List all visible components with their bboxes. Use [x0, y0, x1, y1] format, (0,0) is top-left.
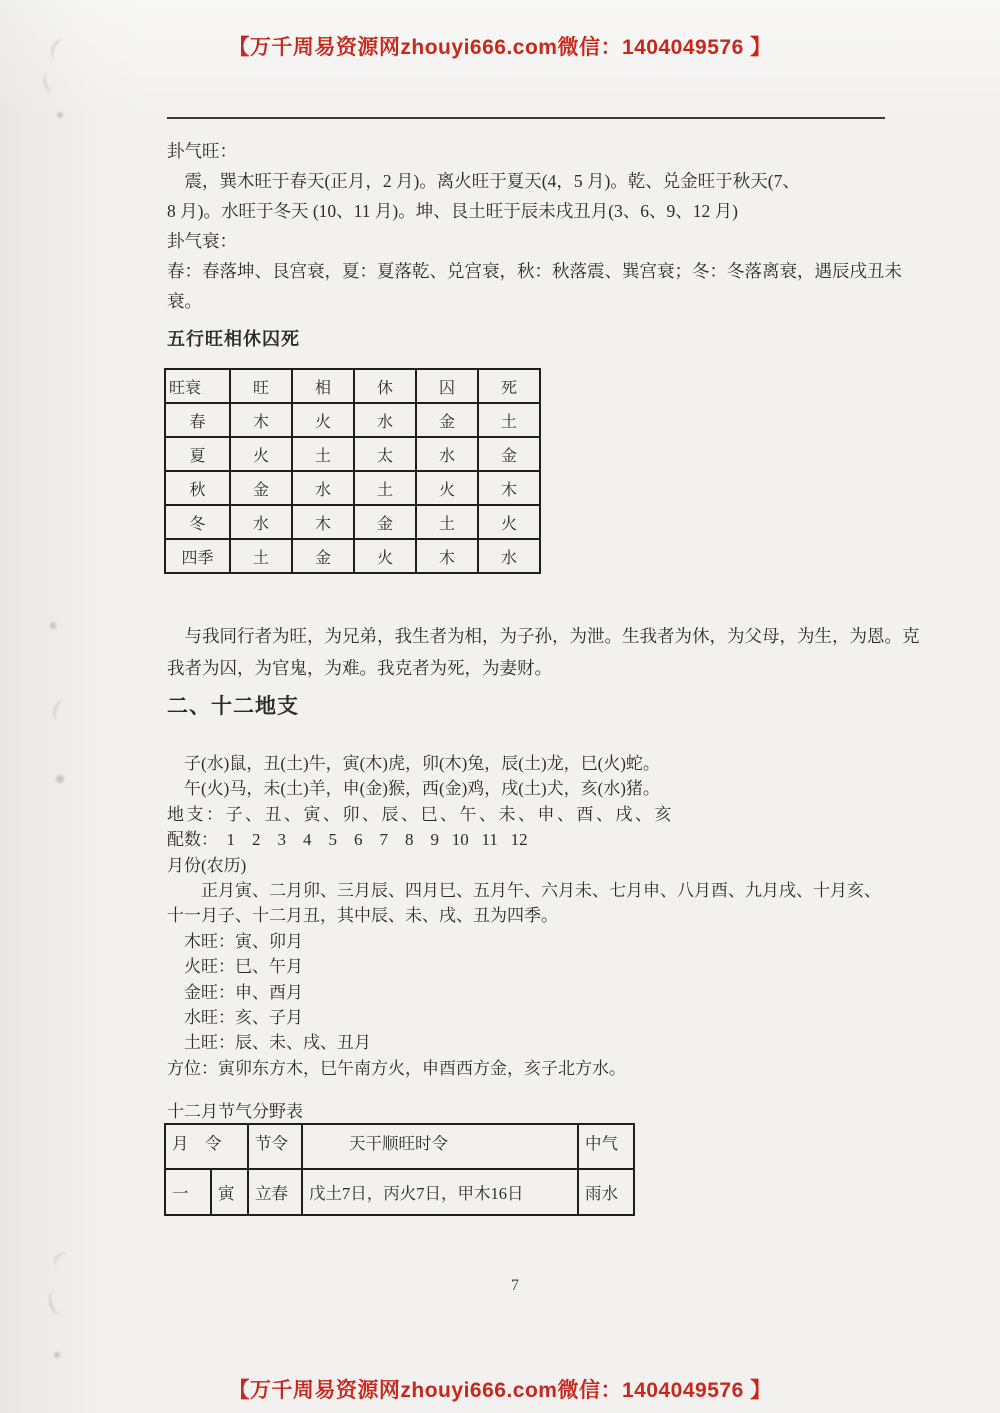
gua-qi-paragraph [167, 136, 907, 316]
table-cell: 冬 [165, 505, 230, 539]
header-cell: 死 [478, 369, 540, 403]
text-line: 水旺：亥、子月 [167, 1008, 303, 1028]
text-line: 衰。 [167, 291, 202, 311]
scan-artifact [51, 698, 71, 723]
table-cell: 火 [292, 403, 354, 437]
text-line: 震，巽木旺于春天(正月，2 月)。离火旺于夏天(4，5 月)。乾、兑金旺于秋天(7、 [167, 171, 800, 191]
table-cell: 土 [292, 437, 354, 471]
table-cell: 火 [478, 505, 540, 539]
text-line: 春：春落坤、艮宫衰，夏：夏落乾、兑宫衰，秋：秋落震、巽宫衰；冬：冬落离衰，遇辰戌丑未 [167, 261, 902, 281]
table2-heading: 十二月节气分野表 [167, 1102, 303, 1121]
header-cell: 中气 [578, 1124, 634, 1169]
table-cell: 水 [292, 471, 354, 505]
text-line: 子(水)鼠，丑(土)牛，寅(木)虎，卯(木)兔，辰(土)龙，巳(火)蛇。 [167, 754, 660, 773]
table-cell: 木 [230, 403, 292, 437]
table-cell: 火 [416, 471, 478, 505]
watermark-footer: 【万千周易资源网zhouyi666.com微信：1404049576 】 [228, 1379, 772, 1402]
table-cell: 金 [292, 539, 354, 573]
table-cell: 水 [354, 403, 416, 437]
table-header-row [165, 1124, 634, 1169]
solar-terms-table [164, 1123, 635, 1216]
header-cell: 囚 [416, 369, 478, 403]
text-line: 我者为囚，为官鬼，为难。我克者为死，为妻财。 [167, 658, 552, 678]
table-row [165, 539, 540, 573]
table-row [165, 505, 540, 539]
table-cell: 木 [478, 471, 540, 505]
table-cell: 水 [478, 539, 540, 573]
section-heading-twelve-branches: 二、十二地支 [167, 695, 299, 718]
text-line: 配数： 1 2 3 4 5 6 7 8 9 10 11 12 [167, 830, 528, 850]
text-line: 木旺：寅、卯月 [167, 931, 303, 951]
header-cell: 相 [292, 369, 354, 403]
text-line: 与我同行者为旺，为兄弟，我生者为相，为子孙，为泄。生我者为休，为父母，为生，为恩。克 [167, 626, 920, 646]
table-cell: 火 [230, 437, 292, 471]
table-cell: 土 [478, 403, 540, 437]
table-cell: 土 [416, 505, 478, 539]
table-row [165, 1169, 634, 1215]
scan-artifact [54, 1352, 60, 1358]
table-cell: 木 [416, 539, 478, 573]
table-cell: 立春 [248, 1169, 302, 1215]
text-line: 方位：寅卯东方木，巳午南方火，申酉西方金，亥子北方水。 [167, 1058, 626, 1078]
table-cell: 金 [230, 471, 292, 505]
table-cell: 水 [230, 505, 292, 539]
scan-artifact [57, 112, 63, 118]
header-cell: 旺衰 [165, 369, 230, 403]
table-cell: 太 [354, 437, 416, 471]
table-cell: 雨水 [578, 1169, 634, 1215]
table-cell: 水 [416, 437, 478, 471]
table-cell: 戊土7日，丙火7日，甲木16日 [302, 1169, 578, 1215]
text-line: 8 月)。水旺于冬天 (10、11 月)。坤、艮土旺于辰未戌丑月(3、6、9、12 月) [167, 201, 738, 221]
table-cell: 土 [230, 539, 292, 573]
table-cell: 木 [292, 505, 354, 539]
table-cell: 四季 [165, 539, 230, 573]
table-cell: 土 [354, 471, 416, 505]
table-cell: 夏 [165, 437, 230, 471]
table-cell: 火 [354, 539, 416, 573]
table-cell: 秋 [165, 471, 230, 505]
scan-artifact [42, 71, 61, 94]
scan-artifact [50, 622, 56, 629]
text-line: 土旺：辰、未、戌、丑月 [167, 1033, 371, 1053]
five-elements-table [164, 368, 541, 574]
table-cell: 春 [165, 403, 230, 437]
table-row [165, 437, 540, 471]
text-line: 卦气旺： [167, 141, 237, 161]
table-cell: 寅 [211, 1169, 248, 1215]
text-line: 正月寅、二月卯、三月辰、四月巳、五月午、六月未、七月申、八月酉、九月戌、十月亥、 [167, 881, 881, 901]
header-divider-line [167, 117, 885, 119]
table-cell: 金 [478, 437, 540, 471]
header-cell: 旺 [230, 369, 292, 403]
text-line: 十一月子、十二月丑，其中辰、未、戌、丑为四季。 [167, 906, 558, 926]
text-line: 午(火)马，未(土)羊，申(金)猴，西(金)鸡，戌(土)犬，亥(水)猪。 [167, 779, 660, 799]
text-line: 火旺：巳、午月 [167, 957, 303, 977]
text-line: 卦气衰： [167, 231, 237, 251]
table1-heading: 五行旺相休囚死 [167, 329, 300, 349]
header-cell: 节令 [248, 1124, 302, 1169]
text-line: 月份(农历) [167, 855, 247, 875]
watermark-header: 【万千周易资源网zhouyi666.com微信：1404049576 】 [228, 36, 772, 59]
twelve-branches-paragraph [167, 751, 937, 1081]
text-line: 金旺：申、酉月 [167, 982, 303, 1002]
scan-artifact [56, 775, 64, 783]
table-row [165, 403, 540, 437]
page-number: 7 [511, 1277, 519, 1294]
wang-shuai-explanation-paragraph [167, 620, 920, 684]
scan-artifact [51, 1250, 73, 1273]
scan-artifact [46, 1288, 70, 1318]
text-line: 地支：子、丑、寅、卯、辰、巳、午、未、申、酉、戌、亥 [167, 804, 674, 824]
table-row [165, 471, 540, 505]
header-cell: 天干顺旺时令 [302, 1124, 578, 1169]
table-header-row [165, 369, 540, 403]
table-cell: 金 [354, 505, 416, 539]
table-cell: 一 [165, 1169, 211, 1215]
header-cell: 休 [354, 369, 416, 403]
table-cell: 金 [416, 403, 478, 437]
header-cell: 月 令 [165, 1124, 248, 1169]
